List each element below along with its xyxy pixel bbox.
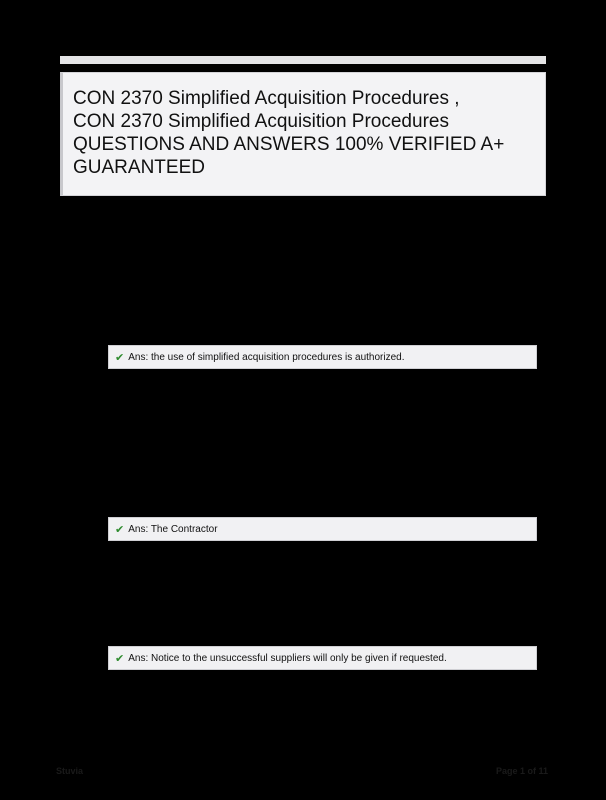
title-line-4: GUARANTEED bbox=[73, 157, 205, 178]
answer-box-1 bbox=[108, 345, 537, 369]
answer-box-3 bbox=[108, 646, 537, 670]
answer-text-2: Ans: The Contractor bbox=[128, 523, 218, 535]
title-line-2: CON 2370 Simplified Acquisition Procedures bbox=[73, 111, 449, 132]
footer-page-number: Page 1 of 11 bbox=[495, 766, 548, 776]
title-line-3: QUESTIONS AND ANSWERS 100% VERIFIED A+ bbox=[73, 134, 505, 155]
footer-brand: Stuvia bbox=[56, 766, 84, 776]
header-rule bbox=[60, 56, 546, 64]
answer-box-2 bbox=[108, 517, 537, 541]
document-title-box bbox=[60, 72, 546, 196]
title-line-1: CON 2370 Simplified Acquisition Procedures , bbox=[73, 88, 460, 109]
check-icon: ✔ bbox=[115, 651, 125, 665]
check-icon: ✔ bbox=[115, 350, 125, 364]
answer-text-1: Ans: the use of simplified acquisition procedures is authorized. bbox=[128, 351, 405, 363]
answer-text-3: Ans: Notice to the unsuccessful suppliers will only be given if requested. bbox=[128, 652, 447, 664]
check-icon: ✔ bbox=[115, 522, 125, 536]
